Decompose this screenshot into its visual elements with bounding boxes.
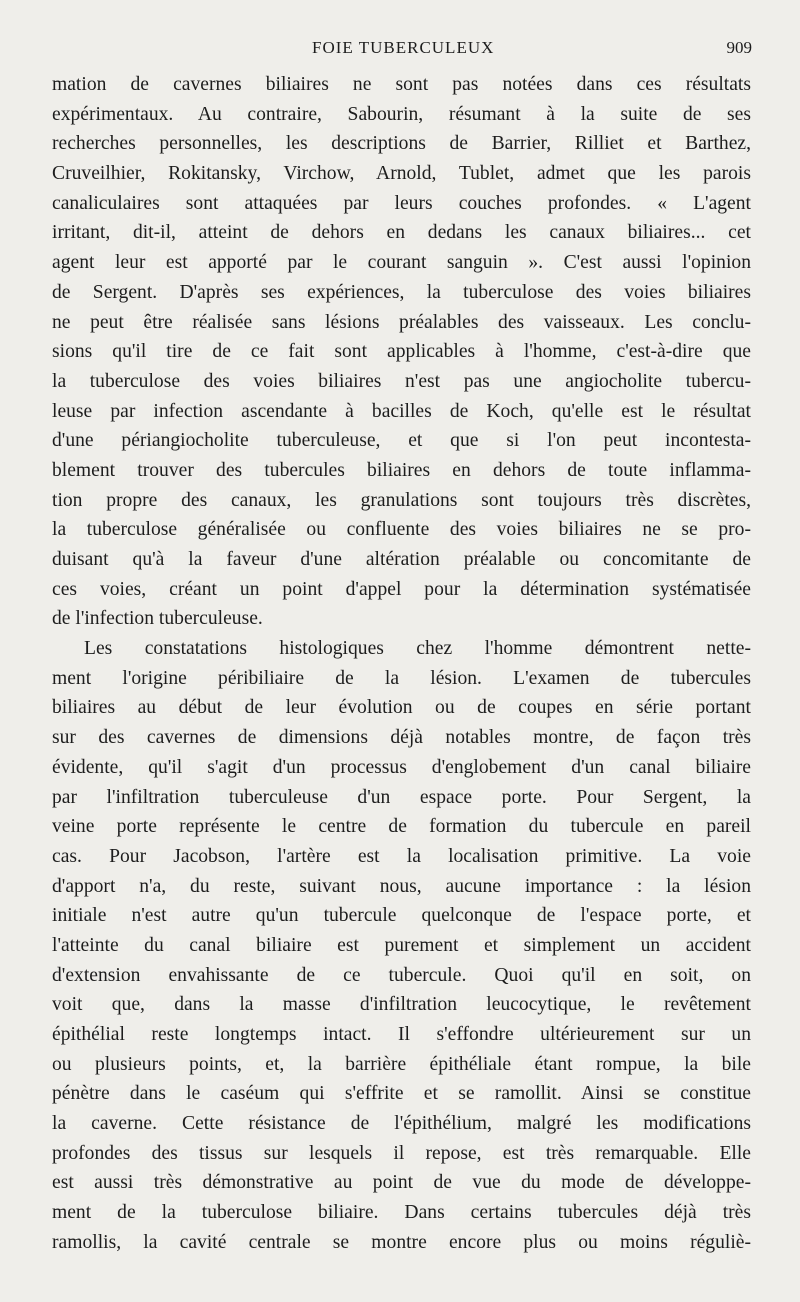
page-header xyxy=(54,38,752,64)
text-line: mation de cavernes biliaires ne sont pas notées dans ces résultats xyxy=(52,74,751,95)
text-line: irritant, dit-il, atteint de dehors en dedans les canaux biliaires... cet xyxy=(52,222,751,244)
running-title: FOIE TUBERCULEUX xyxy=(312,38,495,57)
text-line: expérimentaux. Au contraire, Sabourin, résumant à la suite de ses xyxy=(52,103,751,125)
text-line: la tuberculose généralisée ou confluente des voies biliaires ne se pro- xyxy=(52,519,751,541)
text-line: agent leur est apporté par le courant sanguin ». C'est aussi l'opinion xyxy=(52,252,751,274)
text-line: ment de la tuberculose biliaire. Dans certains tubercules déjà très xyxy=(52,1202,751,1224)
text-line: la caverne. Cette résistance de l'épithélium, malgré les modifications xyxy=(52,1113,751,1135)
text-line: de l'infection tuberculeuse. xyxy=(52,608,263,630)
text-line: initiale n'est autre qu'un tubercule quelconque de l'espace porte, et xyxy=(52,905,751,927)
text-line: d'une périangiocholite tuberculeuse, et que si l'on peut incontesta- xyxy=(52,430,751,452)
text-line: ces voies, créant un point d'appel pour la détermination systématisée xyxy=(52,578,751,600)
text-line: l'atteinte du canal biliaire est purement et simplement un accident xyxy=(52,934,751,956)
text-line: épithélial reste longtemps intact. Il s'effondre ultérieurement sur un xyxy=(52,1024,751,1045)
text-line: ou plusieurs points, et, la barrière épithéliale étant rompue, la bile xyxy=(52,1053,751,1075)
text-line: veine porte représente le centre de formation du tubercule en pareil xyxy=(52,816,751,838)
text-line: biliaires au début de leur évolution ou de coupes en série portant xyxy=(52,697,751,719)
text-line: duisant qu'à la faveur d'une altération préalable ou concomitante de xyxy=(52,549,751,570)
text-line: est aussi très démonstrative au point de vue du mode de développe- xyxy=(52,1172,751,1194)
text-line: évidente, qu'il s'agit d'un processus d'englobement d'un canal biliaire xyxy=(52,756,751,778)
text-line: d'extension envahissante de ce tubercule. Quoi qu'il en soit, on xyxy=(52,964,751,986)
text-line: leuse par infection ascendante à bacilles de Koch, qu'elle est le résultat xyxy=(52,400,751,422)
text-line: d'apport n'a, du reste, suivant nous, aucune importance : la lésion xyxy=(52,875,751,897)
text-line: blement trouver des tubercules biliaires en dehors de toute inflamma- xyxy=(52,459,751,481)
text-line: cas. Pour Jacobson, l'artère est la localisation primitive. La voie xyxy=(52,845,751,867)
text-line: canaliculaires sont attaquées par leurs couches profondes. « L'agent xyxy=(52,192,751,214)
page-number: 909 xyxy=(726,38,752,57)
text-line: de Sergent. D'après ses expériences, la tuberculose des voies biliaires xyxy=(52,281,751,303)
text-line: la tuberculose des voies biliaires n'est pas une angiocholite tubercu- xyxy=(52,370,751,392)
paragraph-1 xyxy=(52,70,751,634)
text-line: tion propre des canaux, les granulations sont toujours très discrètes, xyxy=(52,489,751,511)
text-line: voit que, dans la masse d'infiltration leucocytique, le revêtement xyxy=(52,994,751,1016)
text-line: ramollis, la cavité centrale se montre encore plus ou moins réguliè- xyxy=(52,1231,751,1253)
text-line: pénètre dans le caséum qui s'effrite et se ramollit. Ainsi se constitue xyxy=(52,1083,751,1105)
text-line: sur des cavernes de dimensions déjà notables montre, de façon très xyxy=(52,727,751,749)
paragraph-2 xyxy=(52,634,751,1257)
text-line: sions qu'il tire de ce fait sont applicables à l'homme, c'est-à-dire que xyxy=(52,341,751,363)
body-text xyxy=(52,70,751,1258)
text-line: Les constatations histologiques chez l'homme démontrent nette- xyxy=(84,638,751,660)
text-line: ment l'origine péribiliaire de la lésion. L'examen de tubercules xyxy=(52,667,751,689)
text-line: par l'infiltration tuberculeuse d'un espace porte. Pour Sergent, la xyxy=(52,786,751,808)
text-line: recherches personnelles, les descriptions de Barrier, Rilliet et Barthez, xyxy=(52,133,751,155)
text-line: Cruveilhier, Rokitansky, Virchow, Arnold, Tublet, admet que les parois xyxy=(52,163,751,185)
text-line: profondes des tissus sur lesquels il repose, est très remarquable. Elle xyxy=(52,1142,751,1164)
text-line: ne peut être réalisée sans lésions préalables des vaisseaux. Les conclu- xyxy=(52,311,751,333)
